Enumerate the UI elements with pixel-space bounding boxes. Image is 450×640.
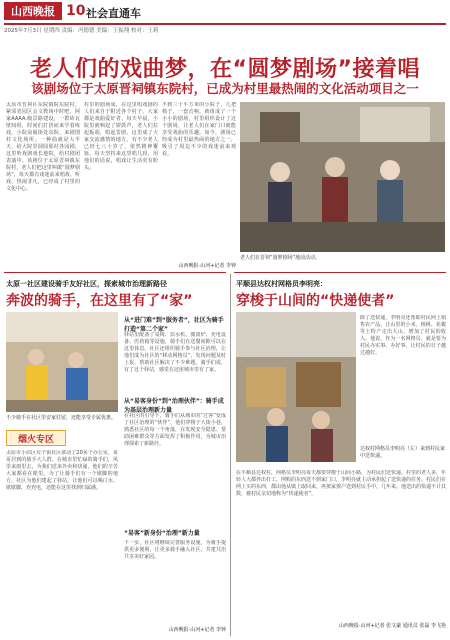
story2-photo: [6, 312, 118, 412]
story2-headline: 奔波的骑手，在这里有了“家”: [6, 293, 193, 309]
story3-photo-image: [236, 312, 356, 462]
story3-byline: 山西晚报·山河+记者 张文豪 通讯员 张磊 李飞艳: [338, 623, 446, 629]
story2-top-rule: [4, 272, 226, 273]
story3-kicker: 平顺县达权村网格员李明亮：: [236, 280, 327, 288]
story2-body-a: 驿站里配备了桌椅、饮水机、微波炉、充电设备、医药箱等设施，骑手们在送餐间隙可以在这里休息。社区还组织骑手参与社区治理，让他们成为社区的“移动网格员”，发现问题及时上报，帮助社区解决了不少难题。骑手们说，有了这个驿站，感觉在这座城市里有了家。: [124, 332, 226, 373]
story2-body-c: 下一步，社区将继续完善服务设施，为骑手提供更多便利，让更多骑手融入社区，共建共治共享美好家园。: [124, 540, 226, 560]
story2-subhead-a: 从“进门难”到“服务者”，社区为骑手打造“第二个家”: [124, 317, 224, 333]
lead-subhead: 该剧场位于太原晋祠镇东院村，已成为村里最热闹的文化活动项目之一: [31, 81, 419, 96]
story2-subhead-c: “易客”新身份“治理”新力量: [124, 530, 200, 537]
story2-body-left: 太原市小店区有个街社区联动了20多个办公室，哥哥居到的骑手大人群。在城市里忙碌的骑手们，风里来雨里去，为我们送来外卖和快递，他们的辛苦大家都看在眼里。为了让骑手们有一个歇脚的地方，社区为他们建起了驿站，让他们可以喝口水、歇歇脚、充充电，还能在这里找到归属感。: [6, 450, 118, 491]
page-number: 10: [66, 3, 86, 19]
story3-photo: [236, 312, 356, 462]
story2-photo-image: [6, 312, 118, 412]
lead-body-left-2: 村里的剧场成，在这里唱戏剧的人们来自于附近各个村子，大家都是戏曲爱好者。每天早晨，小院里就响起了锣鼓声，老人们拉起板胡，唱起晋剧，这里成了大家交流感情的地方。有不少老人已经七八十岁了，依然精神矍铄，每天坚持来这里唱几段，用他们的话说，唱戏让生活更有盼头。: [84, 102, 158, 171]
story3-body: 在平顺县达权村，网格员李明亮每天都要穿梭于山间小路，为村民们送快递。村里的老人多，年轻人大都外出打工，网购的东西送不到家门口，李明亮就主动承担起了送快递的任务。村民们在网上买的东西，都由他从镇上取回来，再挨家挨户送到村民手中。几年来，他送出的快递不计其数，被村民亲切地称为“快递使者”。: [236, 470, 446, 497]
story2-kicker: 太原一社区建设骑手友好社区，探索城市治理新路径: [6, 280, 167, 288]
story2-byline: 山西晚报·山河+记者 李钟: [168, 627, 226, 633]
lead-photo-caption: 老人们在晋祠“圆梦剧场”地前活动。: [240, 255, 321, 261]
story2-body-b: 在社区的引导下，骑手们从城市的“过客”变成了社区治理的“伙伴”，他们穿梭于大街小巷，熟悉社区的每一个角落，在发现安全隐患、帮助困难群众等方面发挥了积极作用，为城市治理探索了新路径。: [124, 413, 226, 447]
lead-byline: 山西晚报·山河+记者 李钟: [178, 263, 236, 269]
lead-body-left: 太原市晋祠区东院镇院东院村，紧邻省园区会文教场中时吧，阿家AAAA.级景路建设，一群砖瓦壁间组，时间们打挤而来学着练戏。小院前阁街处东院，来剧图村文化场所。一种曲就是大半天，给大院里圆圆那村各园剧，这里听戏剧戏长地院，给村剧团表演中。该剧位于太原晋祠镇东院村，老人们把这里叫做“圆梦剧场”，每天都有戏迷前来唱戏、听戏，热闹非凡，已经成了村里的文化中心。: [6, 102, 80, 192]
lead-headline: 老人们的戏曲梦，在“圆梦剧场”接着唱: [30, 57, 420, 82]
section-title: 社会直通车: [86, 7, 141, 20]
lead-photo-image: [240, 102, 445, 252]
dateline: 2025年7月3日 星期四 责编：冯德德 美编：王振翔 校对：王莉: [4, 28, 159, 34]
story3-body-side: 除了送快递，李明亮还帮助村民网上销售农产品，让山里的小米、核桃、花椒等土特产走出大山，增加了村民的收入。他说，作为一名网格员，就是要为村民办实事、办好事，让村民的日子越过越好。: [360, 315, 446, 356]
story3-headline: 穿梭于山间的“快递使者”: [236, 293, 395, 309]
column-tag-badge: 烟火专区: [6, 430, 66, 446]
story2-photo-caption: 不少骑手在社区里安家驻留，还能享受专属优惠。: [6, 415, 117, 421]
story2-subhead-b: 从“易客身份”到“治理伙伴”：骑手成为基层治理新力量: [124, 398, 224, 414]
story3-top-rule: [234, 272, 446, 273]
column-divider: [230, 274, 231, 636]
newspaper-logo: 山西晚报: [4, 2, 62, 20]
lead-body-mid: 不到三十平方米的小院子，几把椅子，一套音响，就组成了一个小小的剧场，村里组织设计了这个剧场，让老人们在家门口就能享受戏曲的乐趣。如今，剧场已经成为村里最热闹的地方之一，吸引了周边不少的戏迷前来观看。: [162, 102, 236, 157]
masthead-rule: [4, 23, 446, 25]
story3-photo-caption: 达权村网格员李明亮（左）来到村民家中送快递。: [360, 446, 446, 459]
lead-photo: [240, 102, 445, 252]
